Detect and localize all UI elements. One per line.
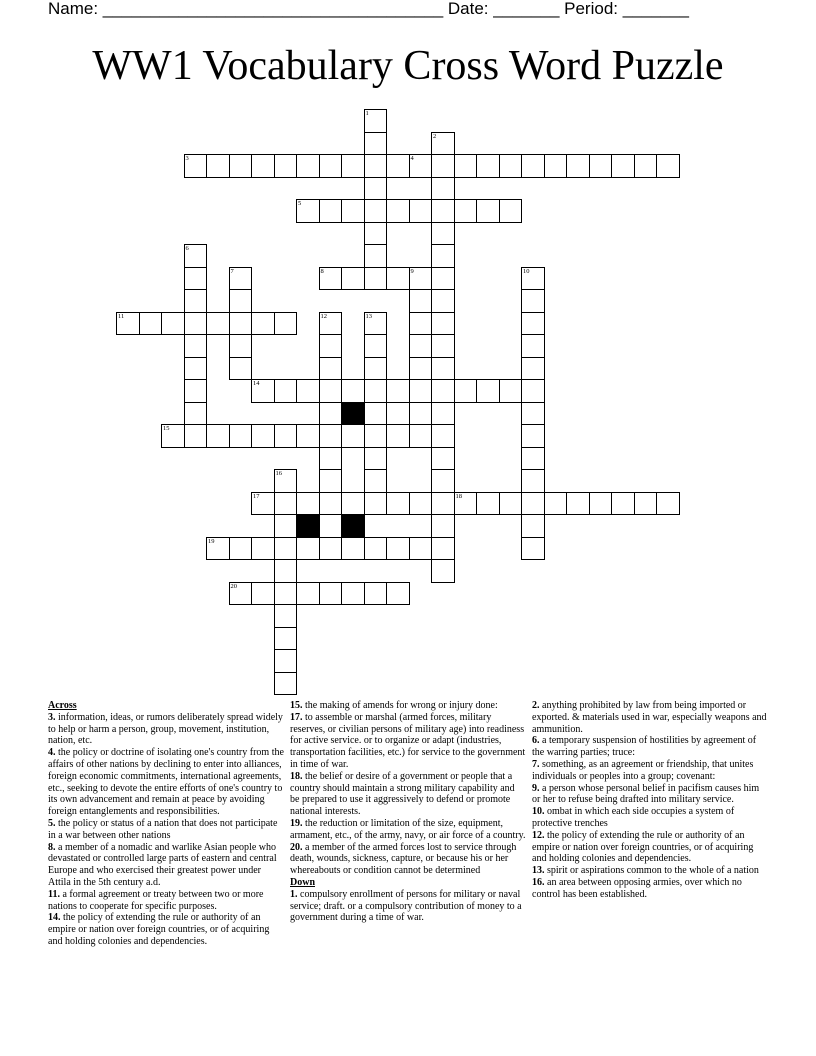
crossword-cell[interactable] — [521, 289, 545, 313]
clue-text: compulsory enrollment of persons for military or naval service; draft. or a compulsory contribution of money to a government during a time of war. — [290, 888, 522, 924]
crossword-cell[interactable] — [274, 672, 298, 696]
crossword-cell[interactable] — [341, 582, 365, 606]
crossword-cell[interactable] — [386, 424, 410, 448]
clue-number: 2. — [532, 700, 540, 711]
across-heading: Across — [48, 700, 77, 711]
crossword-cell[interactable] — [319, 582, 343, 606]
crossword-cell[interactable] — [296, 199, 320, 223]
crossword-cell[interactable] — [319, 199, 343, 223]
crossword-cell[interactable] — [634, 154, 658, 178]
clue-number: 14. — [48, 912, 61, 924]
crossword-cell[interactable] — [341, 154, 365, 178]
clue-number: 10. — [532, 806, 545, 818]
clue-text: the policy of extending the rule or authority of an empire or nation over foreign countries, or of acquiring and holding colonies and dependencies. — [48, 912, 270, 947]
crossword-cell[interactable] — [229, 289, 253, 313]
crossword-cell[interactable] — [431, 132, 455, 156]
crossword-cell[interactable] — [364, 267, 388, 291]
crossword-cell[interactable] — [274, 604, 298, 628]
clue-text: the policy or doctrine of isolating one's country from the affairs of other nations by declining to enter into alliances, foreign economic commitments, international agreements, etc., seeking to devote the entire efforts of one's country to its own advancement and remain at peace by avoiding foreign entanglements and responsibilities. — [48, 747, 284, 818]
crossword-cell[interactable] — [521, 447, 545, 471]
clue-number-label: 18 — [455, 492, 462, 500]
crossword-cell[interactable] — [521, 267, 545, 291]
clue-text: the making of amends for wrong or injury done: — [305, 700, 498, 711]
crossword-cell[interactable] — [431, 154, 455, 178]
across-clue — [48, 818, 284, 842]
crossword-cell[interactable] — [409, 357, 433, 381]
across-clue — [290, 842, 526, 877]
crossword-cell[interactable] — [364, 379, 388, 403]
crossword-cell[interactable] — [566, 154, 590, 178]
crossword-cell[interactable] — [274, 379, 298, 403]
crossword-cell[interactable] — [229, 582, 253, 606]
crossword-cell[interactable] — [364, 334, 388, 358]
across-clue — [290, 771, 526, 818]
crossword-cell[interactable] — [229, 154, 253, 178]
crossword-cell[interactable] — [364, 244, 388, 268]
clue-number: 15. — [290, 700, 303, 711]
crossword-cell[interactable] — [274, 582, 298, 606]
crossword-cell[interactable] — [431, 514, 455, 538]
crossword-cell[interactable] — [319, 379, 343, 403]
crossword-cell[interactable] — [229, 424, 253, 448]
across-clue — [48, 712, 284, 747]
crossword-cell[interactable] — [139, 312, 163, 336]
black-square — [296, 514, 320, 538]
crossword-cell[interactable] — [296, 537, 320, 561]
crossword-cell[interactable] — [319, 154, 343, 178]
crossword-cell[interactable] — [341, 492, 365, 516]
crossword-cell[interactable] — [611, 492, 635, 516]
clue-text: an area between opposing armies, over which no control has been established. — [532, 876, 742, 900]
down-clue — [532, 877, 768, 901]
crossword-cell[interactable] — [206, 424, 230, 448]
crossword-cell[interactable] — [454, 492, 478, 516]
crossword-cell[interactable] — [184, 379, 208, 403]
clue-number-label: 9 — [410, 267, 414, 275]
crossword-cell[interactable] — [431, 334, 455, 358]
crossword-cell[interactable] — [229, 267, 253, 291]
clue-text: anything prohibited by law from being imported or exported. & materials used in war, especially weapons and ammunition. — [532, 700, 767, 735]
down-clue — [532, 735, 768, 759]
crossword-cell[interactable] — [431, 177, 455, 201]
crossword-cell[interactable] — [409, 334, 433, 358]
crossword-cell[interactable] — [499, 199, 523, 223]
crossword-cell[interactable] — [364, 199, 388, 223]
crossword-cell[interactable] — [566, 492, 590, 516]
crossword-cell[interactable] — [229, 357, 253, 381]
clue-number: 9. — [532, 782, 540, 794]
crossword-cell[interactable] — [431, 312, 455, 336]
crossword-cell[interactable] — [251, 582, 275, 606]
clue-number: 8. — [48, 841, 56, 853]
across-clue — [290, 818, 526, 842]
clue-number-label: 5 — [298, 200, 302, 207]
across-clue — [48, 842, 284, 889]
crossword-cell[interactable] — [364, 154, 388, 178]
across-clue — [48, 889, 284, 913]
crossword-cell[interactable] — [364, 109, 388, 133]
crossword-cell[interactable] — [206, 154, 230, 178]
clue-number-label: 19 — [208, 537, 215, 545]
clue-number: 13. — [532, 865, 545, 877]
crossword-cell[interactable] — [319, 469, 343, 493]
crossword-cell[interactable] — [184, 267, 208, 291]
crossword-cell[interactable] — [454, 379, 478, 403]
clue-number: 12. — [532, 829, 545, 841]
crossword-cell[interactable] — [431, 402, 455, 426]
crossword-cell[interactable] — [184, 357, 208, 381]
crossword-cell[interactable] — [364, 222, 388, 246]
clue-number: 4. — [48, 747, 56, 759]
crossword-cell[interactable] — [364, 582, 388, 606]
down-clue — [532, 759, 768, 783]
clue-text: to assemble or marshal (armed forces, military reserves, or civilian persons of military age) into readiness for active service. or to organize or adapt (industries, transportation facilities, etc.) for service to the government in time of war. — [290, 711, 526, 770]
across-clue — [48, 912, 284, 947]
crossword-cell[interactable] — [544, 492, 568, 516]
down-clue — [290, 889, 526, 924]
crossword-cell[interactable] — [341, 537, 365, 561]
clue-text: information, ideas, or rumors deliberately spread widely to help or harm a person, group, movement, institution, nation, etc. — [48, 711, 283, 747]
clue-number-label: 16 — [275, 470, 282, 477]
clue-text: something, as an agreement or friendship, that unites individuals or peoples into a group; covenant: — [532, 758, 754, 782]
crossword-cell[interactable] — [274, 492, 298, 516]
crossword-cell[interactable] — [251, 537, 275, 561]
crossword-cell[interactable] — [364, 177, 388, 201]
crossword-cell[interactable] — [184, 154, 208, 178]
clue-text: the policy of extending the rule or authority of an empire or nation over foreign countries, or of acquiring and holding colonies and dependencies. — [532, 829, 754, 865]
crossword-cell[interactable] — [296, 424, 320, 448]
clue-text: the belief or desire of a government or people that a country should maintain a strong military capability and be prepared to use it aggressively to defend or promote national interests. — [290, 770, 515, 818]
crossword-cell[interactable] — [431, 559, 455, 583]
crossword-cell[interactable] — [274, 312, 298, 336]
clue-number-label: 10 — [523, 267, 530, 275]
crossword-cell[interactable] — [476, 492, 500, 516]
down-clue — [532, 830, 768, 865]
crossword-cell[interactable] — [364, 537, 388, 561]
crossword-cell[interactable] — [229, 334, 253, 358]
clue-text: the policy or status of a nation that does not participate in a war between other nations — [48, 817, 278, 841]
crossword-cell[interactable] — [476, 154, 500, 178]
crossword-cell[interactable] — [589, 154, 613, 178]
clue-number: 7. — [532, 758, 540, 770]
crossword-cell[interactable] — [521, 514, 545, 538]
crossword-cell[interactable] — [364, 312, 388, 336]
crossword-cell[interactable] — [656, 154, 680, 178]
crossword-cell[interactable] — [589, 492, 613, 516]
crossword-cell[interactable] — [274, 649, 298, 673]
crossword-cell[interactable] — [521, 334, 545, 358]
crossword-cell[interactable] — [386, 582, 410, 606]
crossword-cell[interactable] — [206, 537, 230, 561]
clue-text: a person whose personal belief in pacifism causes him or her to refuse being drafted into military service. — [532, 782, 760, 806]
crossword-cell[interactable] — [409, 289, 433, 313]
crossword-cell[interactable] — [454, 154, 478, 178]
crossword-cell[interactable] — [521, 379, 545, 403]
crossword-cell[interactable] — [386, 537, 410, 561]
clue-number: 16. — [532, 876, 545, 888]
crossword-cell[interactable] — [409, 312, 433, 336]
clue-number: 5. — [48, 817, 56, 829]
crossword-cell[interactable] — [341, 267, 365, 291]
crossword-cell[interactable] — [409, 379, 433, 403]
crossword-cell[interactable] — [251, 379, 275, 403]
crossword-cell[interactable] — [521, 469, 545, 493]
clue-number: 19. — [290, 817, 303, 829]
crossword-cell[interactable] — [431, 492, 455, 516]
crossword-cell[interactable] — [431, 289, 455, 313]
crossword-cell[interactable] — [341, 199, 365, 223]
crossword-cell[interactable] — [499, 492, 523, 516]
black-square — [341, 402, 365, 426]
crossword-cell[interactable] — [431, 199, 455, 223]
crossword-cell[interactable] — [184, 424, 208, 448]
crossword-cell[interactable] — [319, 402, 343, 426]
crossword-cell[interactable] — [364, 469, 388, 493]
clue-number-label: 14 — [253, 380, 260, 387]
clue-number-label: 15 — [163, 425, 170, 432]
crossword-cell[interactable] — [161, 424, 185, 448]
crossword-cell[interactable] — [206, 312, 230, 336]
crossword-cell[interactable] — [409, 154, 433, 178]
clue-text: a temporary suspension of hostilities by agreement of the warring parties; truce: — [532, 735, 757, 759]
crossword-cell[interactable] — [364, 447, 388, 471]
crossword-cell[interactable] — [251, 424, 275, 448]
crossword-cell[interactable] — [319, 267, 343, 291]
crossword-cell[interactable] — [409, 267, 433, 291]
clue-number: 20. — [290, 841, 303, 853]
crossword-cell[interactable] — [251, 312, 275, 336]
clue-text: a member of the armed forces lost to service through death, wounds, sickness, capture, or because his or her whereabouts or condition cannot be determined — [290, 841, 517, 877]
crossword-cell[interactable] — [364, 492, 388, 516]
crossword-cell[interactable] — [274, 537, 298, 561]
clue-number-label: 11 — [118, 312, 125, 320]
crossword-cell[interactable] — [431, 222, 455, 246]
crossword-cell[interactable] — [184, 334, 208, 358]
clue-number: 18. — [290, 770, 303, 782]
crossword-cell[interactable] — [409, 492, 433, 516]
crossword-cell[interactable] — [409, 402, 433, 426]
crossword-cell[interactable] — [409, 199, 433, 223]
crossword-cell[interactable] — [454, 199, 478, 223]
crossword-cell[interactable] — [521, 154, 545, 178]
clue-number-label: 17 — [253, 492, 260, 500]
crossword-cell[interactable] — [319, 357, 343, 381]
crossword-cell[interactable] — [431, 469, 455, 493]
crossword-cell[interactable] — [476, 199, 500, 223]
clue-text: a formal agreement or treaty between two or more nations to cooperate for specific purposes. — [48, 888, 264, 912]
crossword-cell[interactable] — [386, 199, 410, 223]
crossword-cell[interactable] — [296, 379, 320, 403]
crossword-cell[interactable] — [116, 312, 140, 336]
crossword-cell[interactable] — [409, 537, 433, 561]
crossword-cell[interactable] — [364, 132, 388, 156]
crossword-cell[interactable] — [499, 154, 523, 178]
clues-column-3 — [532, 700, 768, 901]
clue-number: 3. — [48, 711, 56, 723]
crossword-cell[interactable] — [319, 424, 343, 448]
crossword-cell[interactable] — [296, 492, 320, 516]
clue-number: 11. — [48, 888, 60, 900]
clue-number: 17. — [290, 711, 303, 723]
crossword-cell[interactable] — [184, 402, 208, 426]
crossword-cell[interactable] — [521, 424, 545, 448]
crossword-cell[interactable] — [521, 312, 545, 336]
crossword-cell[interactable] — [431, 267, 455, 291]
crossword-cell[interactable] — [386, 492, 410, 516]
clue-number-label: 6 — [185, 245, 189, 252]
crossword-cell[interactable] — [161, 312, 185, 336]
crossword-cell[interactable] — [296, 154, 320, 178]
crossword-cell[interactable] — [274, 424, 298, 448]
clue-number-label: 4 — [410, 155, 414, 162]
crossword-cell[interactable] — [386, 379, 410, 403]
clue-text: the reduction or limitation of the size, equipment, armament, etc., of the army, navy, or air force of a country. — [290, 817, 526, 841]
crossword-cell[interactable] — [431, 357, 455, 381]
crossword-cell[interactable] — [431, 537, 455, 561]
clue-text: a member of a nomadic and warlike Asian people who devastated or controlled large parts of eastern and central Europe and who exercised their greatest power under Attila in the 5th century a.d. — [48, 841, 277, 888]
crossword-cell[interactable] — [521, 402, 545, 426]
down-clue — [532, 783, 768, 807]
crossword-cell[interactable] — [544, 154, 568, 178]
across-clue — [290, 712, 526, 771]
crossword-cell[interactable] — [611, 154, 635, 178]
crossword-cell[interactable] — [521, 357, 545, 381]
crossword-cell[interactable] — [319, 492, 343, 516]
name-date-period-line: Name: ____________________________________ Date: _______ Period: _______ — [48, 0, 689, 18]
crossword-cell[interactable] — [386, 154, 410, 178]
crossword-cell[interactable] — [274, 627, 298, 651]
down-clue — [532, 700, 768, 735]
across-clue — [290, 700, 526, 712]
clue-number-label: 13 — [365, 312, 372, 320]
crossword-cell[interactable] — [274, 154, 298, 178]
crossword-cell[interactable] — [364, 402, 388, 426]
crossword-cell[interactable] — [341, 424, 365, 448]
crossword-cell[interactable] — [521, 537, 545, 561]
crossword-cell[interactable] — [431, 424, 455, 448]
clue-text: ombat in which each side occupies a system of protective trenches — [532, 806, 735, 829]
clues-column-1 — [48, 700, 284, 948]
clue-number-label: 1 — [365, 110, 369, 117]
crossword-cell[interactable] — [521, 492, 545, 516]
down-heading: Down — [290, 876, 316, 888]
crossword-cell[interactable] — [364, 357, 388, 381]
clue-number-label: 20 — [230, 582, 237, 590]
crossword-cell[interactable] — [341, 379, 365, 403]
crossword-cell[interactable] — [476, 379, 500, 403]
crossword-cell[interactable] — [296, 582, 320, 606]
crossword-cell[interactable] — [184, 312, 208, 336]
black-square — [341, 514, 365, 538]
crossword-cell[interactable] — [251, 154, 275, 178]
clue-number-label: 2 — [433, 132, 437, 140]
down-clue — [532, 806, 768, 830]
crossword-cell[interactable] — [229, 312, 253, 336]
across-clue — [48, 747, 284, 818]
crossword-cell[interactable] — [251, 492, 275, 516]
crossword-cell[interactable] — [409, 424, 433, 448]
crossword-cell[interactable] — [364, 424, 388, 448]
crossword-cell[interactable] — [274, 469, 298, 493]
clues-column-2 — [290, 700, 526, 924]
crossword-cell[interactable] — [656, 492, 680, 516]
crossword-cell[interactable] — [319, 334, 343, 358]
crossword-cell[interactable] — [319, 312, 343, 336]
crossword-cell[interactable] — [431, 447, 455, 471]
crossword-cell[interactable] — [431, 379, 455, 403]
clue-number-label: 3 — [185, 155, 189, 162]
page-title: WW1 Vocabulary Cross Word Puzzle — [92, 43, 724, 89]
crossword-cell[interactable] — [634, 492, 658, 516]
clue-number: 1. — [290, 888, 298, 900]
clue-number-label: 8 — [320, 267, 324, 275]
crossword-cell[interactable] — [386, 267, 410, 291]
crossword-cell[interactable] — [319, 537, 343, 561]
crossword-cell[interactable] — [274, 559, 298, 583]
clue-text: spirit or aspirations common to the whole of a nation — [547, 865, 759, 877]
crossword-cell[interactable] — [184, 289, 208, 313]
down-clue — [532, 865, 768, 877]
crossword-cell[interactable] — [184, 244, 208, 268]
crossword-cell[interactable] — [319, 447, 343, 471]
crossword-cell[interactable] — [431, 244, 455, 268]
crossword-cell[interactable] — [274, 514, 298, 538]
clue-number: 6. — [532, 735, 540, 747]
clue-number-label: 7 — [230, 267, 234, 275]
crossword-cell[interactable] — [229, 537, 253, 561]
clue-number-label: 12 — [320, 312, 327, 320]
crossword-cell[interactable] — [499, 379, 523, 403]
